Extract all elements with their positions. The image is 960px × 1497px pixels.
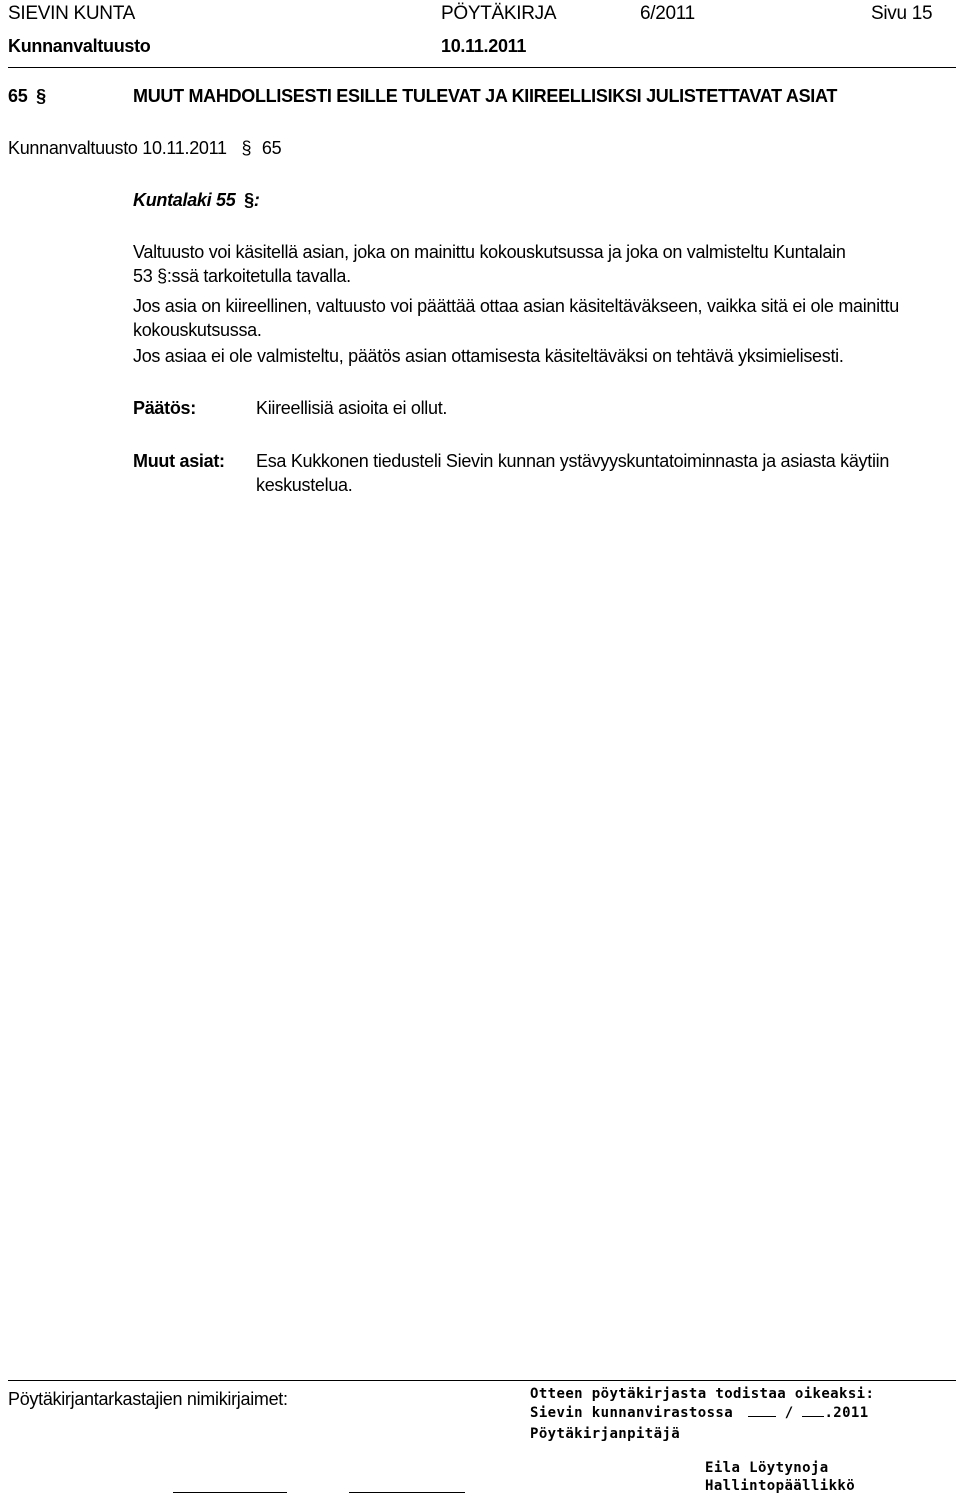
- other-matters-line-1: Esa Kukkonen tiedusteli Sievin kunnan ystävyyskuntatoiminnasta ja asiasta käytiin: [256, 451, 890, 471]
- document-type: PÖYTÄKIRJA: [441, 3, 557, 24]
- paragraph-3: Jos asiaa ei ole valmisteltu, päätös asian ottamisesta käsiteltäväksi on tehtävä yksimielisesti.: [133, 346, 844, 366]
- office-date-line: [530, 1404, 869, 1421]
- signer-role: Hallintopäällikkö: [705, 1478, 856, 1494]
- office-prefix: Sievin kunnanvirastossa: [530, 1405, 734, 1421]
- decision-label: Päätös:: [133, 398, 196, 418]
- signature-line-2: [349, 1492, 465, 1493]
- month-blank: [802, 1404, 824, 1417]
- meeting-body: Kunnanvaltuusto: [8, 36, 151, 56]
- signature-line-1: [173, 1492, 287, 1493]
- document-number: 6/2011: [640, 3, 695, 24]
- office-year: .2011: [824, 1405, 869, 1421]
- paragraph-1-rest: :ssä tarkoitetulla tavalla.: [166, 266, 351, 286]
- office-slash: /: [784, 1405, 794, 1421]
- item-title: MUUT MAHDOLLISESTI ESILLE TULEVAT JA KIIREELLISIKSI JULISTETTAVAT ASIAT: [133, 86, 838, 106]
- paragraph-1-section-sign: §: [157, 266, 167, 286]
- item-section-sign: §: [36, 86, 46, 106]
- other-matters-label: Muut asiat:: [133, 451, 225, 471]
- law-section-sign: §: [244, 190, 254, 210]
- law-colon: :: [253, 190, 260, 210]
- reference-body-date: Kunnanvaltuusto 10.11.2011: [8, 138, 227, 158]
- header-rule: [8, 67, 956, 68]
- certify-label: Otteen pöytäkirjasta todistaa oikeaksi:: [530, 1386, 875, 1402]
- paragraph-1-line-2: [133, 266, 351, 287]
- org-name: SIEVIN KUNTA: [8, 3, 135, 24]
- signer-name: Eila Löytynoja: [705, 1460, 829, 1476]
- meeting-date: 10.11.2011: [441, 36, 527, 56]
- item-reference: [8, 138, 281, 159]
- item-number: 65: [8, 86, 28, 106]
- reference-number: 65: [261, 138, 282, 158]
- reviewers-label: Pöytäkirjantarkastajien nimikirjaimet:: [8, 1389, 288, 1409]
- page-number: Sivu 15: [871, 3, 933, 24]
- day-blank: [748, 1404, 776, 1417]
- footer-rule: [8, 1380, 956, 1381]
- decision-text: Kiireellisiä asioita ei ollut.: [256, 398, 448, 418]
- paragraph-2: Jos asia on kiireellinen, valtuusto voi päättää ottaa asian käsiteltäväkseen, vaikka sitä ei ole mainittu kokouskutsussa.: [133, 296, 899, 340]
- paragraph-1-number: 53: [133, 266, 153, 286]
- law-label: Kuntalaki 55: [133, 190, 236, 210]
- reference-section-sign: §: [241, 138, 252, 158]
- law-reference: [133, 190, 260, 211]
- item-heading: [8, 86, 46, 107]
- paragraph-1-line-1: Valtuusto voi käsitellä asian, joka on mainittu kokouskutsussa ja joka on valmisteltu Kuntalain: [133, 242, 846, 262]
- other-matters-line-2: keskustelua.: [256, 475, 353, 495]
- keeper-label: Pöytäkirjanpitäjä: [530, 1426, 681, 1442]
